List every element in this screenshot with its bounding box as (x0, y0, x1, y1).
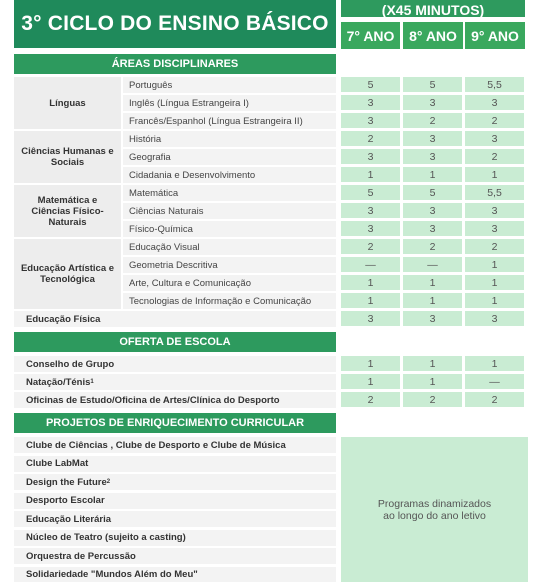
hours-cell-a3s2-8: 1 (403, 275, 462, 290)
hours-cell-a1s0-8: 3 (403, 131, 462, 146)
subject-label-educacao-fisica: Educação Física (14, 311, 336, 327)
projeto-label (14, 474, 336, 490)
hours-cell-a1s1-9: 2 (465, 149, 524, 164)
hours-cell-a1s2-7: 1 (341, 167, 400, 182)
oferta-label (14, 356, 336, 372)
hours-cell-a1s0-7: 2 (341, 131, 400, 146)
year-header-8: 8° ANO (403, 22, 463, 49)
hours-cell-a0s2-7: 3 (341, 113, 400, 128)
hours-cell-o2-9: 2 (465, 392, 524, 407)
subject-label: Matemática (123, 185, 336, 201)
hours-cell-a2s1-7: 3 (341, 203, 400, 218)
hours-cell-a1s1-7: 3 (341, 149, 400, 164)
oferta-label (14, 374, 336, 390)
section-header-projetos: PROJETOS DE ENRIQUECIMENTO CURRICULAR (14, 413, 336, 433)
projeto-label (14, 530, 336, 546)
hours-cell-o2-7: 2 (341, 392, 400, 407)
row-label-text: Oficinas de Estudo/Oficina de Artes/Clínica do Desporto (26, 394, 280, 406)
hours-cell-a3s2-9: 1 (465, 275, 524, 290)
year-header-9: 9° ANO (465, 22, 525, 49)
hours-cell-a3s3-7: 1 (341, 293, 400, 308)
hours-cell-a3s0-8: 2 (403, 239, 462, 254)
projeto-label (14, 493, 336, 509)
projetos-note: Programas dinamizados ao longo do ano letivo (341, 437, 528, 582)
hours-cell-a3s0-7: 2 (341, 239, 400, 254)
hours-cell-a0s1-9: 3 (465, 95, 524, 110)
subject-label: Ciências Naturais (123, 203, 336, 219)
hours-cell-a0s0-7: 5 (341, 77, 400, 92)
area-label: Matemática e Ciências Físico-Naturais (14, 185, 121, 237)
hours-cell-ef-9: 3 (465, 311, 524, 326)
subject-label: Arte, Cultura e Comunicação (123, 275, 336, 291)
row-label-text: Solidariedade "Mundos Além do Meu" (26, 569, 198, 580)
hours-cell-a2s1-9: 3 (465, 203, 524, 218)
subject-label: Português (123, 77, 336, 93)
hours-cell-a0s2-8: 2 (403, 113, 462, 128)
row-label-text: Clube LabMat (26, 458, 89, 469)
row-label-text: Orquestra de Percussão (26, 550, 136, 562)
hours-cell-a0s1-8: 3 (403, 95, 462, 110)
hours-cell-a1s2-8: 1 (403, 167, 462, 182)
hours-cell-a3s1-7: — (341, 257, 400, 272)
page-title: 3° CICLO DO ENSINO BÁSICO (14, 0, 336, 48)
hours-cell-a1s2-9: 1 (465, 167, 524, 182)
hours-cell-a2s0-7: 5 (341, 185, 400, 200)
hours-cell-o0-9: 1 (465, 356, 524, 371)
row-label-text: Natação/Ténis (26, 376, 91, 388)
hours-cell-a0s0-9: 5,5 (465, 77, 524, 92)
hours-cell-o1-8: 1 (403, 374, 462, 389)
hours-cell-a3s1-8: — (403, 257, 462, 272)
subject-label: Geografia (123, 149, 336, 165)
projeto-label (14, 437, 336, 453)
year-header-7: 7° ANO (341, 22, 400, 49)
subject-label: Físico-Química (123, 221, 336, 237)
hours-cell-a2s2-8: 3 (403, 221, 462, 236)
subject-label: Educação Visual (123, 239, 336, 255)
hours-cell-a0s1-7: 3 (341, 95, 400, 110)
oferta-label (14, 392, 336, 408)
area-label: Ciências Humanas e Sociais (14, 131, 121, 183)
hours-cell-a3s2-7: 1 (341, 275, 400, 290)
hours-cell-a3s3-8: 1 (403, 293, 462, 308)
projeto-label (14, 511, 336, 527)
hours-cell-a1s0-9: 3 (465, 131, 524, 146)
area-label: Educação Artística e Tecnológica (14, 239, 121, 309)
duration-label: (X45 MINUTOS) (341, 0, 525, 17)
hours-cell-a0s2-9: 2 (465, 113, 524, 128)
subject-label: Cidadania e Desenvolvimento (123, 167, 336, 183)
subject-label: Inglês (Língua Estrangeira I) (123, 95, 336, 111)
row-label-text: Desporto Escolar (26, 495, 105, 506)
section-header-oferta: OFERTA DE ESCOLA (14, 332, 336, 352)
subject-label: Francês/Espanhol (Língua Estrangeira II) (123, 113, 336, 129)
section-header-areas: ÁREAS DISCIPLINARES (14, 54, 336, 74)
hours-cell-a2s1-8: 3 (403, 203, 462, 218)
projeto-label (14, 567, 336, 582)
subject-label: História (123, 131, 336, 147)
hours-cell-o2-8: 2 (403, 392, 462, 407)
hours-cell-ef-7: 3 (341, 311, 400, 326)
hours-cell-a2s0-8: 5 (403, 185, 462, 200)
projeto-label (14, 548, 336, 564)
hours-cell-a0s0-8: 5 (403, 77, 462, 92)
subject-label: Tecnologias de Informação e Comunicação (123, 293, 336, 309)
row-label-text: Clube de Ciências , Clube de Desporto e Clube de Música (26, 439, 286, 451)
footnote-marker: 2 (106, 479, 111, 485)
subject-label: Geometria Descritiva (123, 257, 336, 273)
row-label-text: Design the Future (26, 476, 107, 488)
hours-cell-a3s0-9: 2 (465, 239, 524, 254)
row-label-text: Educação Literária (26, 513, 112, 525)
projeto-label (14, 456, 336, 472)
hours-cell-a3s1-9: 1 (465, 257, 524, 272)
hours-cell-a3s3-9: 1 (465, 293, 524, 308)
footnote-marker: 1 (90, 379, 94, 385)
hours-cell-o0-8: 1 (403, 356, 462, 371)
area-label: Línguas (14, 77, 121, 129)
row-label-text: Conselho de Grupo (26, 358, 115, 370)
hours-cell-a1s1-8: 3 (403, 149, 462, 164)
hours-cell-a2s2-9: 3 (465, 221, 524, 236)
hours-cell-o0-7: 1 (341, 356, 400, 371)
hours-cell-ef-8: 3 (403, 311, 462, 326)
hours-cell-a2s2-7: 3 (341, 221, 400, 236)
row-label-text: Núcleo de Teatro (sujeito a casting) (26, 532, 186, 543)
hours-cell-o1-7: 1 (341, 374, 400, 389)
hours-cell-o1-9: — (465, 374, 524, 389)
hours-cell-a2s0-9: 5,5 (465, 185, 524, 200)
